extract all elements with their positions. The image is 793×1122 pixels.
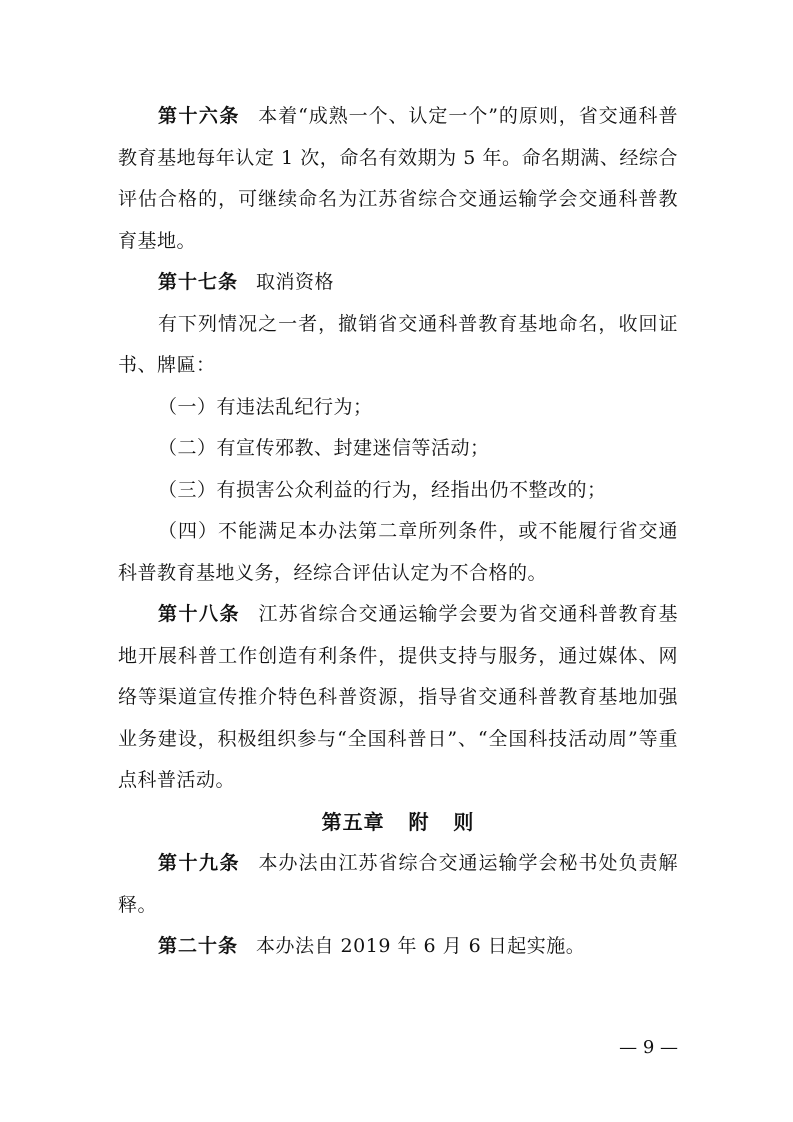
article-20-heading: 第二十条 [158, 935, 239, 957]
article-19-heading: 第十九条 [158, 852, 240, 874]
article-18 [118, 594, 678, 802]
page-body [118, 96, 678, 968]
article-17-heading: 第十七条 [158, 271, 239, 293]
article-17-text: 取消资格 [256, 271, 335, 293]
article-18-text: 江苏省综合交通运输学会要为省交通科普教育基地开展科普工作创造有利条件，提供支持与服务，通过媒体、网络等渠道宣传推介特色科普资源，指导省交通科普教育基地加强业务建设，积极组织参与“全国科普日”、“全国科技活动周”等重点科普活动。 [118, 603, 678, 791]
article-17-item-3: （三）有损害公众利益的行为，经指出仍不整改的； [158, 478, 607, 501]
article-19 [118, 843, 678, 926]
article-17-item-4: （四）不能满足本办法第二章所列条件，或不能履行省交通科普教育基地义务，经综合评估认定为不合格的。 [118, 520, 678, 584]
chapter-5-title: 第五章 附 则 [321, 809, 475, 834]
article-17 [118, 262, 678, 304]
article-20-text: 本办法自 2019 年 6 月 6 日起实施。 [256, 935, 586, 957]
article-17-intro: 有下列情况之一者，撤销省交通科普教育基地命名，收回证书、牌匾： [118, 312, 678, 376]
article-17-item-2: （二）有宣传邪教、封建迷信等活动； [158, 437, 490, 459]
article-17-item-1: （一）有违法乱纪行为； [158, 395, 373, 418]
article-16 [118, 96, 678, 262]
article-19-text: 本办法由江苏省综合交通运输学会秘书处负责解释。 [118, 852, 678, 916]
article-20 [118, 926, 678, 968]
article-18-heading: 第十八条 [158, 603, 240, 625]
page-number: — 9 — [619, 1037, 678, 1058]
article-16-heading: 第十六条 [158, 105, 240, 127]
article-16-text: 本着“成熟一个、认定一个”的原则，省交通科普教育基地每年认定 1 次，命名有效期为 5 年。命名期满、经综合评估合格的，可继续命名为江苏省综合交通运输学会交通科普教育基地。 [118, 105, 678, 252]
